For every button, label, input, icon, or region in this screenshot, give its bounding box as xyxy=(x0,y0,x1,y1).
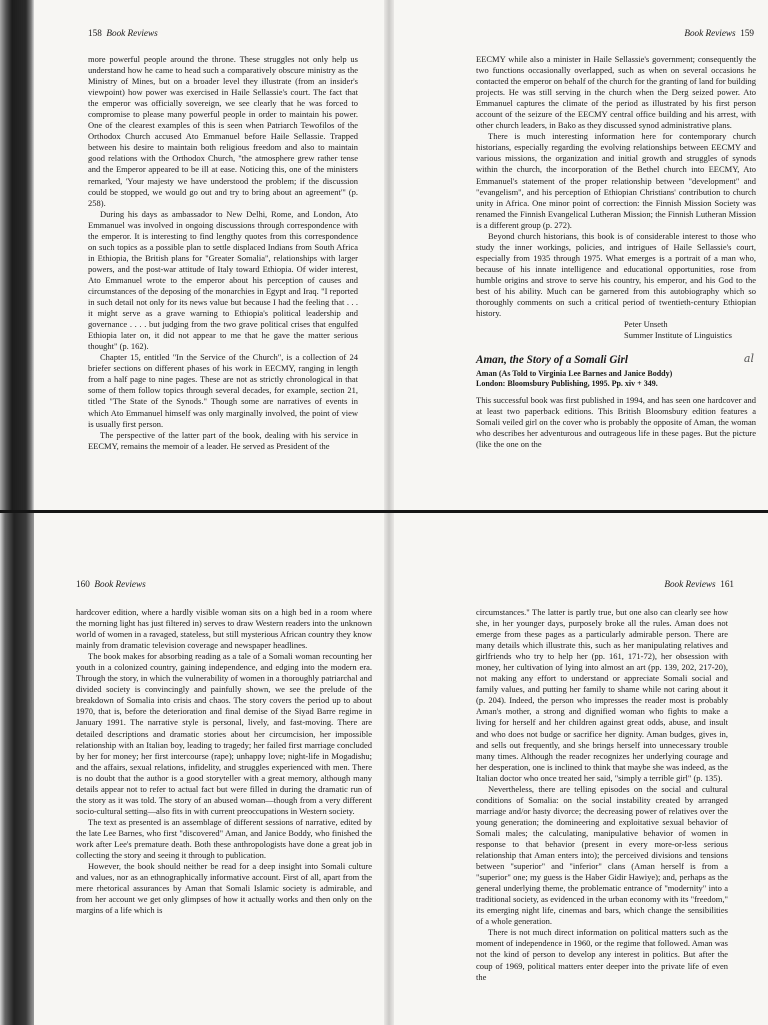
body-text xyxy=(76,607,372,916)
paragraph: This successful book was first published in 1994, and has seen one hardcover and at least two paperback editions. This British Bloomsbury edition features a Somali veiled girl on the cover who is probably the opposite of Aman, the woman who describes her adventurous and outrageous life in these pages. But the picture (like the one on the xyxy=(476,395,756,450)
paragraph: The perspective of the latter part of the book, dealing with his service in EECMY, remains the memoir of a leader. He served as President of the xyxy=(88,429,358,451)
review-title-text: Aman, the Story of a Somali Girl xyxy=(476,354,628,367)
paragraph: Nevertheless, there are telling episodes on the social and cultural conditions of Somalia: on the social instability created by arranged marriage and/or hasty divorce; the decreasing power of relatives over the young generation; the domineering and exploitative sexual behavior of Somali males; the calculating, manipulative behavior of women in response to that behavior (present in every more-or-less serious relationship that Aman enters into); the perceived divisions and tensions between "superior" and "inferior" clans (Aman herself is from a "superior" one; my guess is the Haber Gidir Hawiye); and, perhaps as the general underlying theme, the problematic entrance of "modernity" into a traditional society, as evidenced in the urban economy with its "freedom," its emerging night life, cinemas and bars, which change the sensibilities of a whole generation. xyxy=(476,783,728,927)
running-head-title: Book Reviews xyxy=(684,28,736,38)
running-head-title: Book Reviews xyxy=(106,28,158,38)
page-number: 158 xyxy=(88,28,102,38)
page-160 xyxy=(44,513,384,1025)
review-info-line: Aman (As Told to Virginia Lee Barnes and Janice Boddy) xyxy=(476,369,673,379)
paragraph: There is not much direct information on political matters such as the moment of independence in 1960, or the regime that followed. Aman was not the kind of person to develop any interest in politics. But after the coup of 1969, political matters enter deeper into the private life of even the xyxy=(476,927,728,982)
body-text xyxy=(476,607,728,983)
paragraph: hardcover edition, where a hardly visible woman sits on a high bed in a room where the morning light has just filtered in) serves to draw Western readers into the unknown world of women in a ravaged, stateless, but still mysterious African country they know mainly from dramatic television coverage and newspaper headlines. xyxy=(76,607,372,651)
bottom-spread-scan xyxy=(0,513,768,1025)
reviewer-name: Peter Unseth xyxy=(624,319,668,330)
paragraph: circumstances." The latter is partly true, but one also can clearly see how she, in her younger days, purposely broke all the rules. Aman does not emerge from these pages as a particularly admirable person. There are many details which illustrate this, such as her manipulating relatives and girlfriends who try to help her (pp. 161, 171-72), her obsession with money, her cultivation of lying into almost an art (pp. 139, 202, 217-20), not making any effort to understand or appreciate Somali social and family values, and putting her family to shame while not caring about it (p. 204). Indeed, the person who impresses the reader most is probably Aman's mother, a strong and dignified woman who fights to make a living for herself and her children against great odds, abuse, and insult and who does not budge or sacrifice her dignity. Aman budges, gives in, and sells out frequently, and she brings herself into unnecessary trouble many times. Although the reader recognizes her underlying courage and her desperation, one is inclined to think that maybe she was indeed, as the Italian doctor who once treated her said, "simply a terrible girl" (p. 135). xyxy=(476,607,728,783)
page-number: 161 xyxy=(720,579,734,589)
page-gutter xyxy=(384,513,394,1025)
page-number: 160 xyxy=(76,579,90,589)
running-head xyxy=(664,579,734,589)
review-title xyxy=(476,352,756,367)
paragraph: However, the book should neither be read for a deep insight into Somali culture and values, nor as an ethnographically informative account. First of all, apart from the mere rhetorical assurances by Aman that Somali Islamic society is admirable, and from her account we get only glimpses of how it actually works and then only on the margins of a life which is xyxy=(76,861,372,916)
review-info-line: London: Bloomsbury Publishing, 1995. Pp. xiv + 349. xyxy=(476,379,658,389)
running-head xyxy=(76,579,146,589)
paragraph: The book makes for absorbing reading as a tale of a Somali woman recounting her youth in a colonized country, gaining independence, and edging into the modern era. Through the story, in which the vulnerability of women in a thoroughly patriarchal and divided society is convincingly and painfully shown, we see the prelude of the breakdown of Somalia into crisis and chaos. The story covers the period up to about 1970, that is, before the deterioration and final demise of the Siyad Barre regime in January 1991. The narrative style is personal, lively, and fast-moving. There are detailed descriptions and dramatic stories about her circumcision, her impossible relationship with an Italian boy, leading to tragedy; her failed first marriage concluded by her for money; her first intercourse (rape); unhappy love; night-life in Mogadishu; and the affairs, sexual relations, infidelity, and struggles experienced with men. There is no doubt that the author is a good storyteller with a great memory, although many details appear not to refer to actual fact but were filled in during the dramatic run of the story as it was told. The story of an abused woman—though from a very different socio-cultural setting—also fits in with current preoccupations in Western society. xyxy=(76,651,372,816)
paragraph: There is much interesting information here for contemporary church historians, especially regarding the evolving relationships between EECMY and various missions, the organization and initial growth and struggles of synods within the church, the incorporation of the Bethel church into EECMY, Ato Emmanuel's statement of the proper relationship between "development" and "evangelism", and his perception of Ethiopian Christians' contribution to church unity in Africa. One minor point of correction: the Finnish Mission Society was renamed the Finnish Evangelical Lutheran Mission; the Finnish Lutheran Mission is a different group (p. 272). xyxy=(476,131,756,230)
review-bibliographic-info xyxy=(476,369,756,389)
running-head-title: Book Reviews xyxy=(664,579,716,589)
page-158 xyxy=(56,0,366,512)
page-159 xyxy=(400,0,768,512)
paragraph: The text as presented is an assemblage of different sessions of narrative, edited by the late Lee Barnes, who first "discovered" Aman, and Janice Boddy, who finished the work after Lee's premature death. Both these anthropologists have done a great job in collecting the story and seeing it through to publication. xyxy=(76,816,372,861)
paragraph: During his days as ambassador to New Delhi, Rome, and London, Ato Emmanuel was involved in ongoing discussions through correspondence with the emperor. It is interesting to find lengthy quotes from this correspondence on such topics as a possible plan to settle displaced Indians from South Africa in Ethiopia, the British plans for "Greater Somalia", relationships with larger powers, and the post-war attitude of Italy toward Ethiopia. Of wider interest, Ato Emmanuel wrote to the emperor about his perception of causes and circumstances of the deposing of the monarchies in Egypt and Iraq. "I reported in such detail not only for its news value but because I had the feeling that . . . it might serve as a grave warning to Ethiopia's political leadership and governance . . . . but judging from the two grave political crises that engulfed Ethiopia later on, it did not appear to me that he gave the matter serious thought" (p. 162). xyxy=(88,208,358,352)
paragraph: more powerful people around the throne. These struggles not only help us understand how he came to head such a comparatively obscure ministry as the Ministry of Mines, but on a broader level they illustrate (from an insider's viewpoint) how power was exercised in Haile Sellassie's court. The fact that the emperor was officially sovereign, we see clearly that he was forced to compromise to please many powerful people in order to maintain his power. One of the clearest examples of this is seen when Patriarch Tewofilos of the Orthodox Church accused Ato Emmanuel before Haile Sellassie. Trapped between his desire to maintain both religious freedom and also to maintain good relations with the Orthodox Church, "the atmosphere grew rather tense and the Emperor appeared to be ill at ease. Noticing this, one of the ministers remarked, 'Your majesty we have understood the problem; if the discussion could be stopped, we would go out and try to bring about an agreement'" (p. 258). xyxy=(88,54,358,208)
page-161 xyxy=(394,513,734,1025)
reviewer-affiliation: Summer Institute of Linguistics xyxy=(624,330,732,341)
page-number: 159 xyxy=(740,28,754,38)
paragraph: Beyond church historians, this book is of considerable interest to those who study the inner workings, policies, and intrigues of Haile Sellassie's court, especially from 1935 through 1975. What emerges is a portrait of a man who, because of his innate intelligence and educational opportunities, rose from humble origins and strove to serve his country, his emperor, and his God to the best of his ability. Much can be garnered from this autobiography which so thoroughly comments on such a critical period of twentieth-century Ethiopian history. xyxy=(476,230,756,319)
book-spine-shadow xyxy=(0,0,34,512)
page-gutter xyxy=(384,0,394,512)
body-text xyxy=(88,54,358,452)
running-head-title: Book Reviews xyxy=(94,579,146,589)
body-text xyxy=(476,54,756,451)
paragraph: Chapter 15, entitled "In the Service of the Church", is a collection of 24 briefer sections on different phases of his work in EECMY, ranging in length from a half page to nine pages. These are not as strictly chronological in that some of them follow topics through several decades, for example, section 21, titled "The State of the Synods." Though some are narratives of events in which Ato Emmanuel himself was only marginally involved, the point of view is usually first person. xyxy=(88,352,358,429)
paragraph: EECMY while also a minister in Haile Sellassie's government; consequently the two functions occasionally overlapped, such as when on several occasions he contacted the emperor on behalf of the church for the granting of land for building projects. He was still serving in the church when the Derg seized power. Ato Emmanuel captures the climate of the period as illustrated by his first person account of the seizure of the EECMY central office building and his arrest, with other church leaders, in Bako as they discussed synod administrative plans. xyxy=(476,54,756,131)
book-spine-shadow-right xyxy=(0,513,34,1025)
handwritten-margin-note: al xyxy=(743,352,754,366)
top-spread-scan xyxy=(0,0,768,512)
running-head xyxy=(88,28,158,38)
running-head xyxy=(684,28,754,38)
